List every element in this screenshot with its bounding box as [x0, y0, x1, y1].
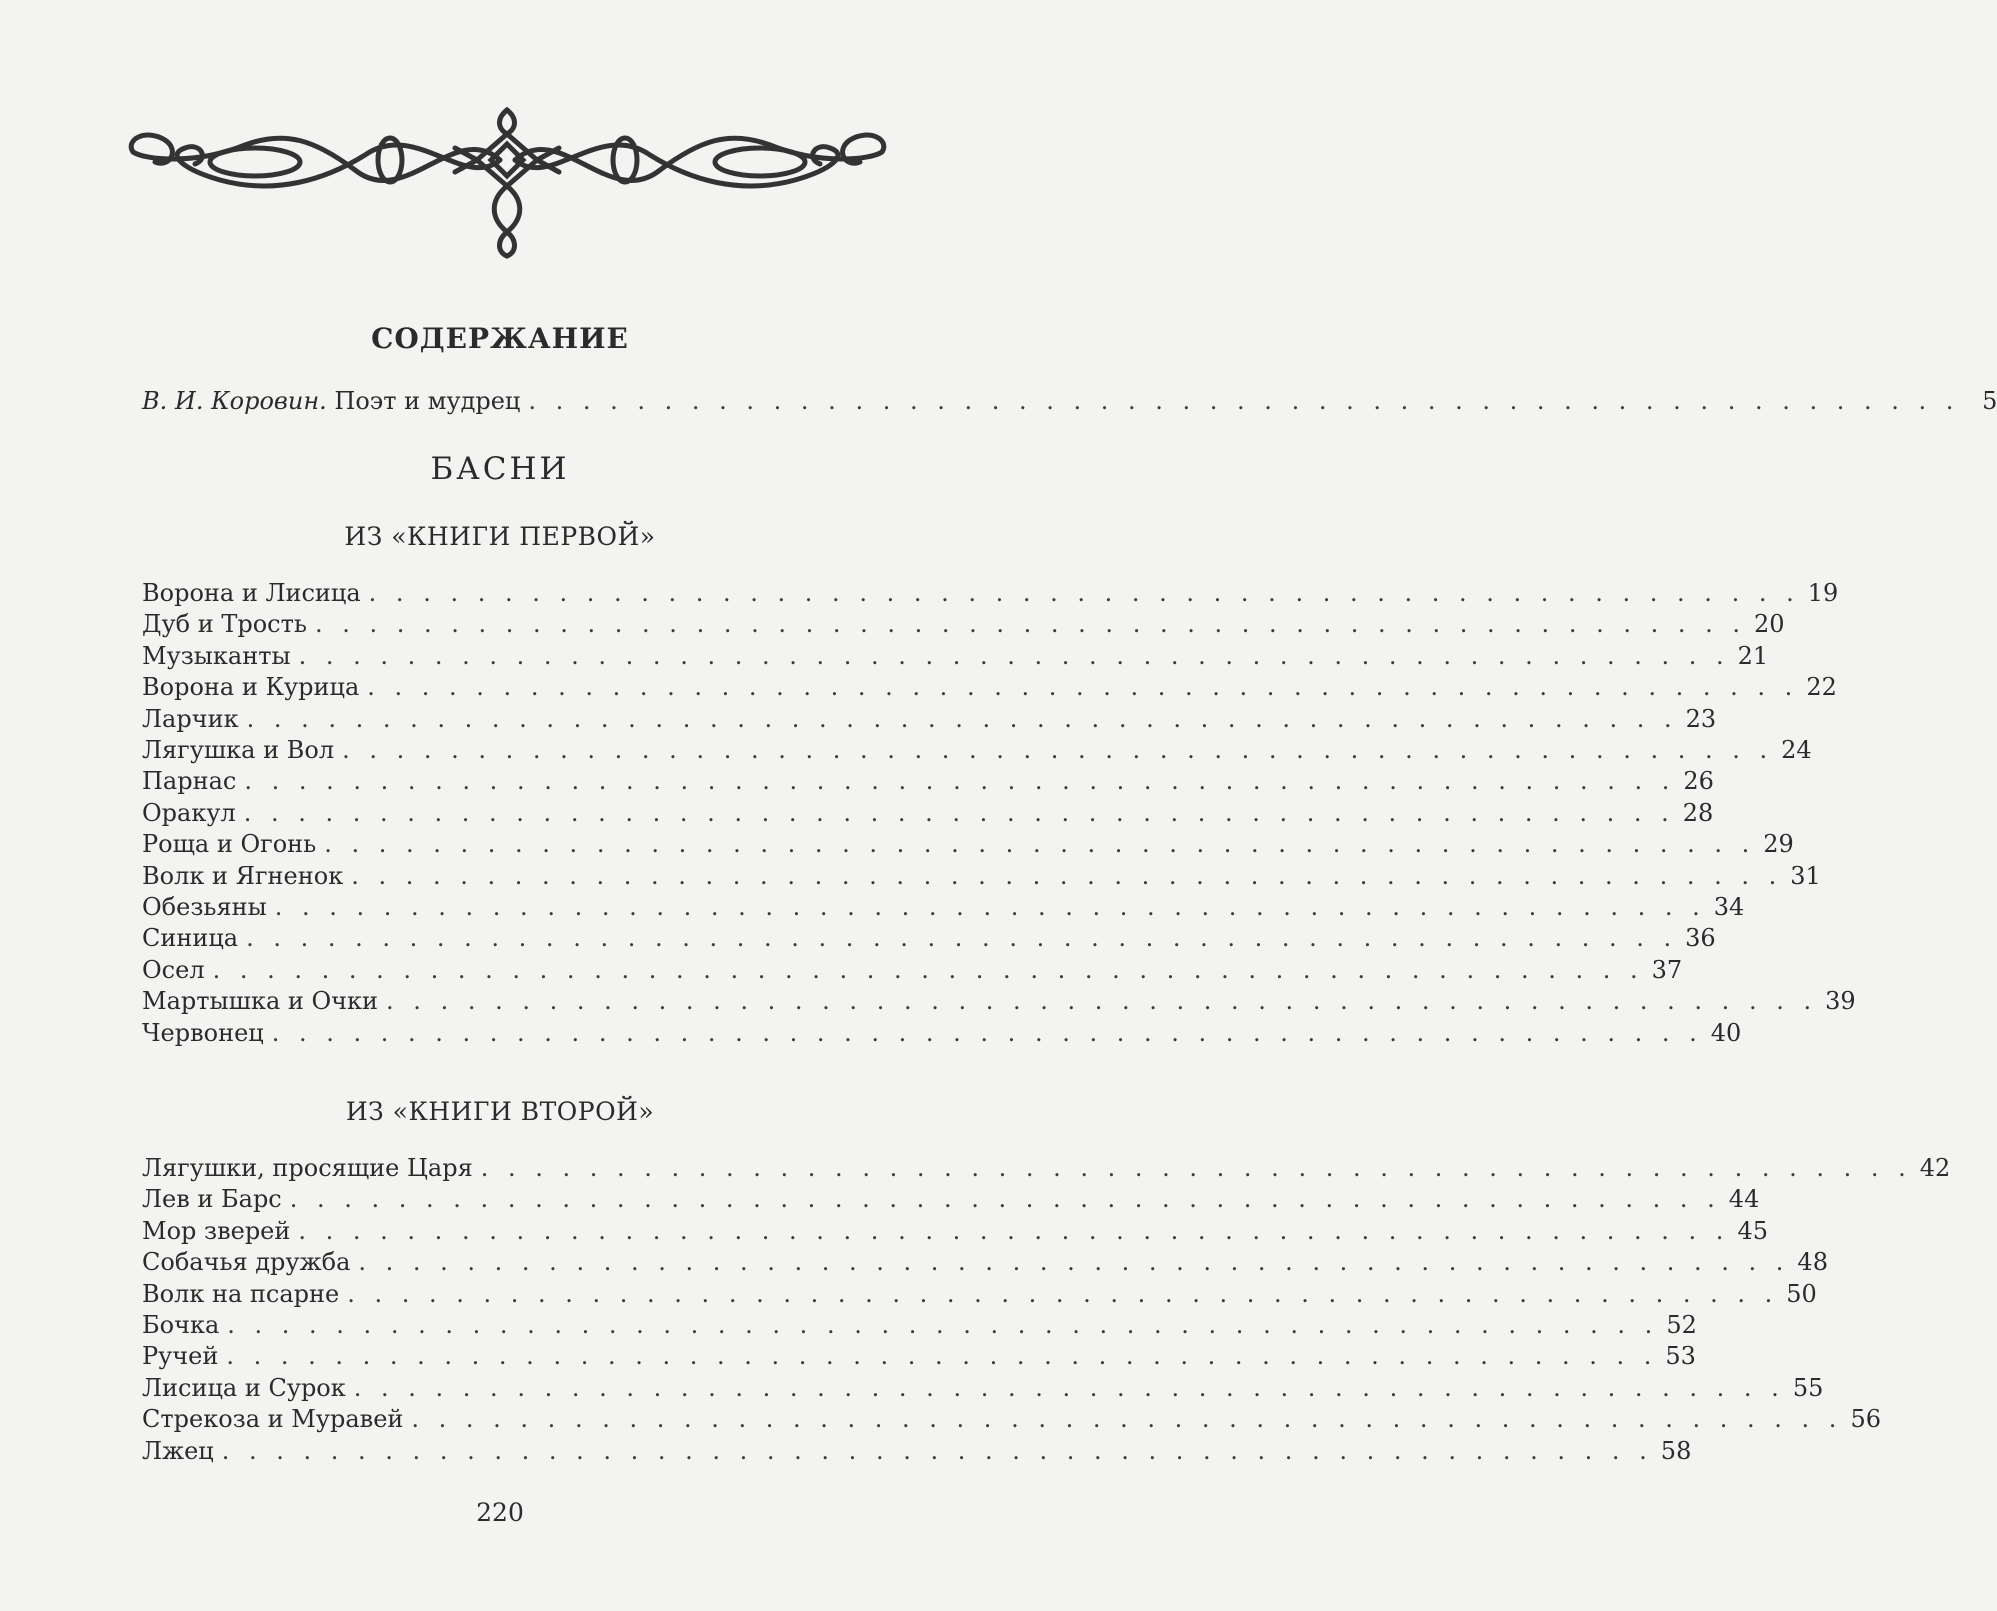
- toc-entry-title: Парнас: [142, 767, 237, 796]
- leader-dots: . . . . . . . . . . . . . . . . . . . . . . . . . . . . . . . . . . . . . . . . . . . . . . . . . . . . .: [351, 861, 1783, 890]
- decorative-flourish-icon: [125, 100, 890, 260]
- toc-entry-page: 34: [1713, 893, 1745, 921]
- toc-entry-title: Мартышка и Очки: [142, 987, 379, 1016]
- toc-entry[interactable]: [142, 923, 1716, 953]
- toc-entry[interactable]: [142, 955, 1683, 985]
- leader-dots: . . . . . . . . . . . . . . . . . . . . . . . . . . . . . . . . . . . . . . . . . . . . . . . . . . . . .: [367, 673, 1799, 702]
- toc-entry[interactable]: [142, 1153, 1951, 1183]
- leader-dots: . . . . . . . . . . . . . . . . . . . . . . . . . . . . . . . . . . . . . . . . . . . . . . . . . . . . .: [480, 1154, 1912, 1182]
- intro-author: В. И. Коровин.: [142, 387, 327, 415]
- toc-entry[interactable]: [142, 1018, 1742, 1048]
- toc-entry-page: 28: [1682, 798, 1714, 827]
- toc-entry-title: Лисица и Сурок: [142, 1373, 346, 1402]
- toc-entry-title: Осел: [142, 955, 205, 984]
- toc-entry-title: Синица: [142, 924, 239, 953]
- toc-entry-page: 36: [1685, 924, 1716, 953]
- toc-entry-page: 45: [1737, 1216, 1768, 1245]
- toc-entry[interactable]: [142, 1373, 1824, 1403]
- toc-entry-title: Бочка: [142, 1311, 220, 1339]
- toc-entry-page: 48: [1797, 1248, 1828, 1277]
- toc-entry[interactable]: [142, 704, 1717, 734]
- toc-entry-page: 56: [1850, 1405, 1881, 1434]
- intro-title: Поэт и мудрец: [334, 387, 521, 415]
- toc-entry-title: Роща и Огонь: [142, 830, 317, 859]
- leader-dots: . . . . . . . . . . . . . . . . . . . . . . . . . . . . . . . . . . . . . . . . . . . . . . . . . . . . .: [411, 1405, 1843, 1434]
- toc-entry-page: 58: [1660, 1436, 1692, 1465]
- toc-entry[interactable]: [142, 1184, 1760, 1214]
- toc-entry-title: Волк и Ягненок: [142, 861, 344, 890]
- toc-entry-page: 53: [1665, 1342, 1696, 1371]
- leader-dots: . . . . . . . . . . . . . . . . . . . . . . . . . . . . . . . . . . . . . . . . . . . . . . . . . . . . .: [274, 893, 1706, 921]
- leader-dots: . . . . . . . . . . . . . . . . . . . . . . . . . . . . . . . . . . . . . . . . . . . . . . . . . . . . .: [227, 1311, 1659, 1339]
- leader-dots: . . . . . . . . . . . . . . . . . . . . . . . . . . . . . . . . . . . . . . . . . . . . . . . . . . . . .: [342, 736, 1774, 764]
- toc-entry[interactable]: [142, 861, 1821, 891]
- toc-entry-page: 40: [1710, 1018, 1742, 1047]
- toc-entry-title: Собачья дружба: [142, 1248, 351, 1277]
- leader-dots: . . . . . . . . . . . . . . . . . . . . . . . . . . . . . . . . . . . . . . . . . . . . . . . . . . . . .: [324, 830, 1756, 859]
- toc-entry-page: 20: [1754, 610, 1785, 639]
- toc-entry-title: Лжец: [142, 1436, 214, 1465]
- toc-entry-title: Дуб и Трость: [142, 610, 307, 639]
- toc-entry-page: 52: [1666, 1311, 1697, 1339]
- leader-dots: . . . . . . . . . . . . . . . . . . . . . . . . . . . . . . . . . . . . . . . . . . . . . . . . . . . . .: [386, 987, 1818, 1016]
- toc-entry[interactable]: [142, 641, 1769, 671]
- toc-entry-page: 29: [1763, 830, 1794, 859]
- toc-entry[interactable]: [142, 1247, 1828, 1277]
- toc-entry-page: 26: [1683, 767, 1714, 796]
- leader-dots: . . . . . . . . . . . . . . . . . . . . . . . . . . . . . . . . . . . . . . . . . . . . . . . . . . . . .: [243, 798, 1675, 827]
- leader-dots: . . . . . . . . . . . . . . . . . . . . . . . . . . . . . . . . . . . . . . . . . . . . . . . . . . . . .: [212, 955, 1644, 984]
- toc-entry-page: 21: [1737, 641, 1769, 670]
- toc-entry-title: Лев и Барс: [142, 1185, 282, 1214]
- toc-entry-title: Оракул: [142, 798, 236, 827]
- leader-dots: . . . . . . . . . . . . . . . . . . . . . . . . . . . . . . . . . . . . . . . . . . . . . . . . . . . . .: [368, 579, 1800, 607]
- leader-dots: . . . . . . . . . . . . . . . . . . . . . . . . . . . . . . . . . . . . . . . . . . . . . . . . . . . . .: [246, 924, 1678, 953]
- toc-entry[interactable]: [142, 672, 1837, 702]
- leader-dots: . . . . . . . . . . . . . . . . . . . . . . . . . . . . . . . . . . . . . . . . . . . . . . . . . . . . .: [353, 1373, 1785, 1402]
- toc-entry[interactable]: [142, 1279, 1817, 1309]
- toc-entry-title: Волк на псарне: [142, 1279, 340, 1308]
- intro-page: 5: [1982, 387, 1997, 415]
- toc-entry-page: 23: [1685, 704, 1717, 733]
- book2-heading: ИЗ «КНИГИ ВТОРОЙ»: [345, 1097, 655, 1126]
- toc-entry[interactable]: [142, 798, 1714, 828]
- toc-entry-page: 31: [1790, 861, 1821, 890]
- toc-intro-entry[interactable]: [142, 386, 1997, 416]
- toc-entry-page: 37: [1651, 955, 1683, 984]
- toc-entry-title: Ручей: [142, 1342, 219, 1371]
- toc-entry-page: 50: [1786, 1279, 1817, 1308]
- toc-entry-title: Ларчик: [142, 704, 239, 733]
- leader-dots: . . . . . . . . . . . . . . . . . . . . . . . . . . . . . . . . . . . . . . . . . . . . . . . . . . . . .: [226, 1342, 1658, 1371]
- toc-entry-title: Лягушки, просящие Царя: [142, 1154, 473, 1182]
- leader-dots: . . . . . . . . . . . . . . . . . . . . . . . . . . . . . . . . . . . . . . . . . . . . . . . . . . . . .: [244, 767, 1676, 796]
- toc-entry[interactable]: [142, 766, 1714, 796]
- toc-entry-page: 55: [1792, 1373, 1824, 1402]
- leader-dots: . . . . . . . . . . . . . . . . . . . . . . . . . . . . . . . . . . . . . . . . . . . . . . . . . . . . .: [289, 1185, 1721, 1214]
- toc-entry[interactable]: [142, 578, 1839, 608]
- leader-dots: . . . . . . . . . . . . . . . . . . . . . . . . . . . . . . . . . . . . . . . . . . . . . . . . . . . . .: [528, 387, 1960, 415]
- toc-entry-page: 44: [1728, 1185, 1760, 1214]
- toc-entry-title: Лягушка и Вол: [142, 736, 335, 764]
- toc-entry-page: 22: [1806, 673, 1837, 702]
- toc-entry[interactable]: [142, 1310, 1697, 1340]
- leader-dots: . . . . . . . . . . . . . . . . . . . . . . . . . . . . . . . . . . . . . . . . . . . . . . . . . . . . .: [271, 1018, 1703, 1047]
- section-heading: БАСНИ: [430, 451, 570, 487]
- toc-entry-title: Музыканты: [142, 641, 291, 670]
- toc-entry[interactable]: [142, 986, 1856, 1016]
- leader-dots: . . . . . . . . . . . . . . . . . . . . . . . . . . . . . . . . . . . . . . . . . . . . . . . . . . . . .: [298, 1216, 1730, 1245]
- toc-entry-page: 42: [1919, 1154, 1951, 1182]
- leader-dots: . . . . . . . . . . . . . . . . . . . . . . . . . . . . . . . . . . . . . . . . . . . . . . . . . . . . .: [221, 1436, 1653, 1465]
- toc-entry[interactable]: [142, 1404, 1881, 1434]
- toc-entry-title: Червонец: [142, 1018, 264, 1047]
- toc-entry-page: 19: [1807, 579, 1839, 607]
- leader-dots: . . . . . . . . . . . . . . . . . . . . . . . . . . . . . . . . . . . . . . . . . . . . . . . . . . . . .: [347, 1279, 1779, 1308]
- toc-entry-title: Ворона и Лисица: [142, 579, 361, 607]
- book1-heading: ИЗ «КНИГИ ПЕРВОЙ»: [344, 522, 656, 551]
- toc-entry-page: 39: [1825, 987, 1856, 1016]
- toc-entry-title: Стрекоза и Муравей: [142, 1405, 404, 1434]
- toc-entry[interactable]: [142, 892, 1745, 922]
- toc-entry-page: 24: [1781, 736, 1812, 764]
- toc-entry[interactable]: [142, 735, 1812, 765]
- toc-entry[interactable]: [142, 829, 1794, 859]
- toc-entry-title: Обезьяны: [142, 893, 267, 921]
- toc-entry-title: Ворона и Курица: [142, 673, 360, 702]
- leader-dots: . . . . . . . . . . . . . . . . . . . . . . . . . . . . . . . . . . . . . . . . . . . . . . . . . . . . .: [358, 1248, 1790, 1277]
- leader-dots: . . . . . . . . . . . . . . . . . . . . . . . . . . . . . . . . . . . . . . . . . . . . . . . . . . . . .: [298, 641, 1730, 670]
- toc-entry-title: Мор зверей: [142, 1216, 291, 1245]
- toc-entry[interactable]: [142, 1341, 1696, 1371]
- page-title: СОДЕРЖАНИЕ: [371, 322, 629, 355]
- page-number: 220: [476, 1498, 524, 1527]
- toc-entry[interactable]: [142, 1436, 1692, 1466]
- leader-dots: . . . . . . . . . . . . . . . . . . . . . . . . . . . . . . . . . . . . . . . . . . . . . . . . . . . . .: [314, 610, 1746, 639]
- toc-entry[interactable]: [142, 1216, 1768, 1246]
- toc-entry[interactable]: [142, 609, 1785, 639]
- leader-dots: . . . . . . . . . . . . . . . . . . . . . . . . . . . . . . . . . . . . . . . . . . . . . . . . . . . . .: [246, 704, 1678, 733]
